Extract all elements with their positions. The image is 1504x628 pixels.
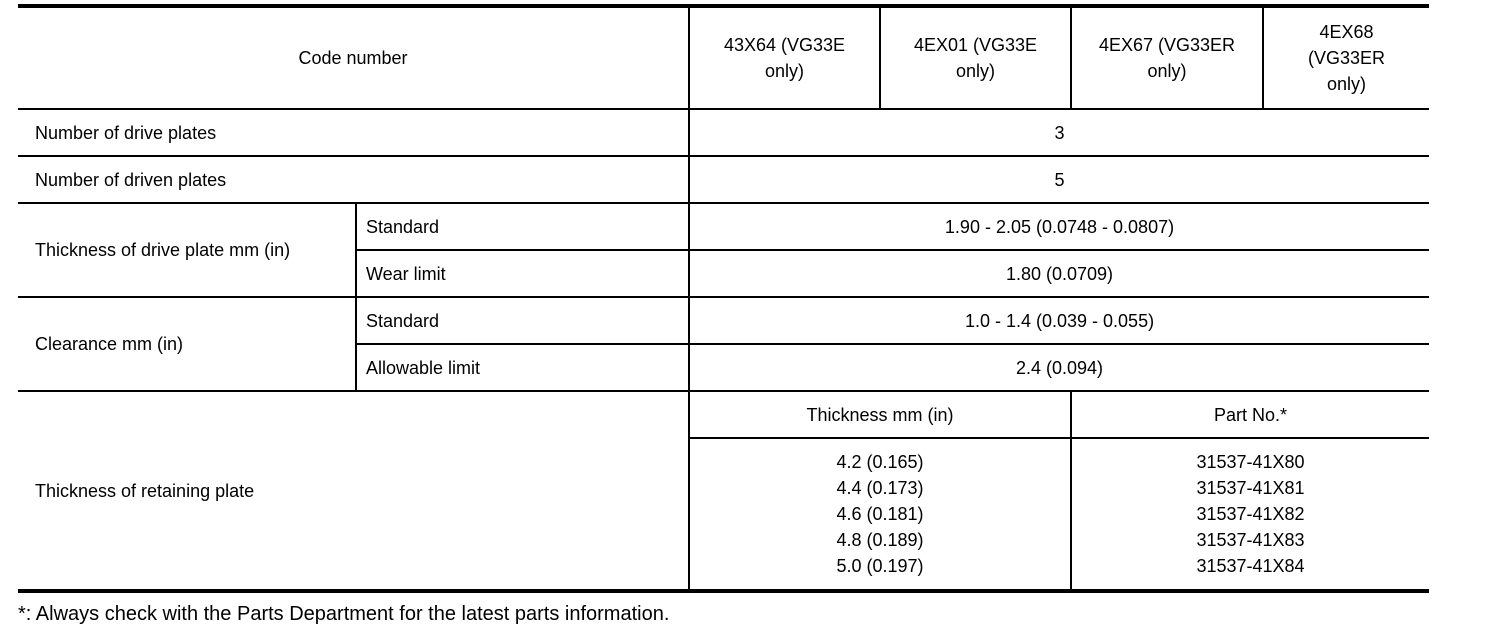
code-header-4-line2: (VG33ER	[1308, 48, 1386, 68]
clearance-standard-value: 1.0 - 1.4 (0.039 - 0.055)	[689, 297, 1429, 344]
retaining-thickness-value: 4.6 (0.181)	[836, 504, 924, 524]
retaining-thickness-value: 4.2 (0.165)	[836, 452, 924, 472]
code-header-2-line2: only)	[956, 61, 996, 81]
code-header-1-line2: only)	[765, 61, 805, 81]
driven-plates-label: Number of driven plates	[18, 156, 689, 203]
code-header-4-line1: 4EX68	[1319, 22, 1374, 42]
retaining-thickness-value: 5.0 (0.197)	[836, 556, 924, 576]
retaining-thickness-value: 4.8 (0.189)	[836, 530, 924, 550]
table-row	[18, 203, 1429, 250]
drive-plate-thickness-label: Thickness of drive plate mm (in)	[18, 203, 356, 297]
clutch-specification-table	[18, 4, 1429, 593]
table-row	[18, 391, 1429, 438]
code-header-4	[1263, 6, 1429, 109]
drive-plate-wear-limit-value: 1.80 (0.0709)	[689, 250, 1429, 297]
specification-table-container	[18, 4, 1429, 593]
retaining-part-number: 31537-41X80	[1196, 452, 1305, 472]
retaining-thickness-header: Thickness mm (in)	[689, 391, 1071, 438]
code-header-2-line1: 4EX01 (VG33E	[913, 35, 1038, 55]
clearance-label: Clearance mm (in)	[18, 297, 356, 391]
retaining-thickness-list	[689, 438, 1071, 591]
code-header-1-line1: 43X64 (VG33E	[723, 35, 846, 55]
drive-plate-standard-value: 1.90 - 2.05 (0.0748 - 0.0807)	[689, 203, 1429, 250]
drive-plate-standard-label: Standard	[356, 203, 689, 250]
header-row	[18, 6, 1429, 109]
drive-plate-wear-limit-label: Wear limit	[356, 250, 689, 297]
clearance-standard-label: Standard	[356, 297, 689, 344]
retaining-part-number: 31537-41X83	[1196, 530, 1305, 550]
retaining-thickness-value: 4.4 (0.173)	[836, 478, 924, 498]
code-header-3	[1071, 6, 1263, 109]
code-header-3-line2: only)	[1147, 61, 1187, 81]
parts-footnote: *: Always check with the Parts Department for the latest parts information.	[18, 603, 670, 625]
retaining-part-number: 31537-41X82	[1196, 504, 1305, 524]
code-header-3-line1: 4EX67 (VG33ER	[1098, 35, 1236, 55]
retaining-part-no-header: Part No.*	[1071, 391, 1429, 438]
code-header-4-line3: only)	[1327, 74, 1367, 94]
table-row	[18, 297, 1429, 344]
driven-plates-value: 5	[689, 156, 1429, 203]
retaining-plate-label: Thickness of retaining plate	[18, 391, 689, 591]
retaining-part-number: 31537-41X84	[1196, 556, 1305, 576]
drive-plates-value: 3	[689, 109, 1429, 156]
retaining-part-number: 31537-41X81	[1196, 478, 1305, 498]
retaining-part-no-list	[1071, 438, 1429, 591]
code-header-2	[880, 6, 1071, 109]
code-number-header: Code number	[18, 6, 689, 109]
table-row	[18, 109, 1429, 156]
drive-plates-label: Number of drive plates	[18, 109, 689, 156]
table-row	[18, 156, 1429, 203]
code-header-1	[689, 6, 880, 109]
clearance-allowable-value: 2.4 (0.094)	[689, 344, 1429, 391]
clearance-allowable-label: Allowable limit	[356, 344, 689, 391]
